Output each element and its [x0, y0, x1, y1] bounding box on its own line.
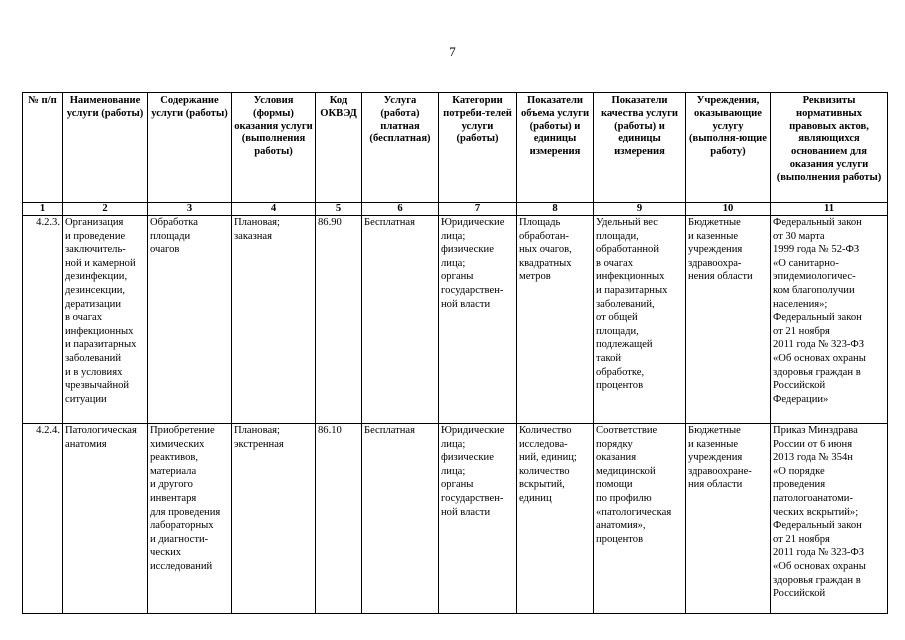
- column-number: 4: [232, 203, 316, 216]
- okved-code: 86.90: [316, 216, 362, 424]
- service-name: Организация и проведение заключитель- ной и камерной дезинфекции, дезинсекции, дератизации в очагах инфекционных и паразитарных заболеваний и в условиях чрезвычайной ситуации: [63, 216, 148, 424]
- volume-indicators: Количество исследова- ний, единиц; количество вскрытий, единиц: [517, 424, 594, 614]
- providing-institutions: Бюджетные и казенные учреждения здравоохра- нения области: [686, 216, 771, 424]
- header-cell: Содержание услуги (работы): [148, 93, 232, 203]
- column-number: 8: [517, 203, 594, 216]
- quality-indicators: Соответствие порядку оказания медицинской помощи по профилю «патологическая анатомия», процентов: [594, 424, 686, 614]
- column-number: 7: [439, 203, 517, 216]
- service-name: Патологическая анатомия: [63, 424, 148, 614]
- header-cell: Услуга (работа) платная (бесплатная): [362, 93, 439, 203]
- header-cell: Наименование услуги (работы): [63, 93, 148, 203]
- volume-indicators: Площадь обработан- ных очагов, квадратных метров: [517, 216, 594, 424]
- service-conditions: Плановая; заказная: [232, 216, 316, 424]
- column-number: 1: [23, 203, 63, 216]
- legal-acts: Приказ Минздрава России от 6 июня 2013 года № 354н «О порядке проведения патологоанатоми- ческих вскрытий»; Федеральный закон от 21 ноября 2011 года № 323-ФЗ «Об основах охраны здоровья граждан в Российской: [771, 424, 888, 614]
- header-row: [23, 93, 888, 203]
- legal-acts: Федеральный закон от 30 марта 1999 года № 52-ФЗ «О санитарно- эпидемиологичес- ком благополучии населения»; Федеральный закон от 21 ноября 2011 года № 323-ФЗ «Об основах охраны здоровья граждан в Российской Федерации»: [771, 216, 888, 424]
- column-number: 9: [594, 203, 686, 216]
- column-number: 2: [63, 203, 148, 216]
- header-cell: Категории потреби-телей услуги (работы): [439, 93, 517, 203]
- page-number: 7: [449, 44, 456, 59]
- okved-code: 86.10: [316, 424, 362, 614]
- column-number: 6: [362, 203, 439, 216]
- row-number: 4.2.3.: [23, 216, 63, 424]
- column-number: 10: [686, 203, 771, 216]
- header-cell: Учреждения, оказывающие услугу (выполня-ющие работу): [686, 93, 771, 203]
- header-cell: Условия (формы) оказания услуги (выполнения работы): [232, 93, 316, 203]
- header-cell: Реквизиты нормативных правовых актов, являющихся основанием для оказания услуги (выполнения работы): [771, 93, 888, 203]
- service-content: Приобретение химических реактивов, материала и другого инвентаря для проведения лабораторных и диагности- ческих исследований: [148, 424, 232, 614]
- column-number: 3: [148, 203, 232, 216]
- service-content: Обработка площади очагов: [148, 216, 232, 424]
- header-cell: № п/п: [23, 93, 63, 203]
- table-row: [23, 216, 888, 424]
- quality-indicators: Удельный вес площади, обработанной в очагах инфекционных и паразитарных заболеваний, от общей площади, подлежащей такой обработке, процентов: [594, 216, 686, 424]
- service-conditions: Плановая; экстренная: [232, 424, 316, 614]
- column-number: 5: [316, 203, 362, 216]
- header-cell: Показатели объема услуги (работы) и единицы измерения: [517, 93, 594, 203]
- table-row: [23, 424, 888, 614]
- consumer-categories: Юридические лица; физические лица; органы государствен- ной власти: [439, 424, 517, 614]
- row-number: 4.2.4.: [23, 424, 63, 614]
- column-number-row: [23, 203, 888, 216]
- column-number: 11: [771, 203, 888, 216]
- paid-status: Бесплатная: [362, 424, 439, 614]
- consumer-categories: Юридические лица; физические лица; органы государствен- ной власти: [439, 216, 517, 424]
- header-cell: Показатели качества услуги (работы) и единицы измерения: [594, 93, 686, 203]
- services-table: [22, 92, 888, 614]
- header-cell: Код ОКВЭД: [316, 93, 362, 203]
- paid-status: Бесплатная: [362, 216, 439, 424]
- providing-institutions: Бюджетные и казенные учреждения здравоохране- ния области: [686, 424, 771, 614]
